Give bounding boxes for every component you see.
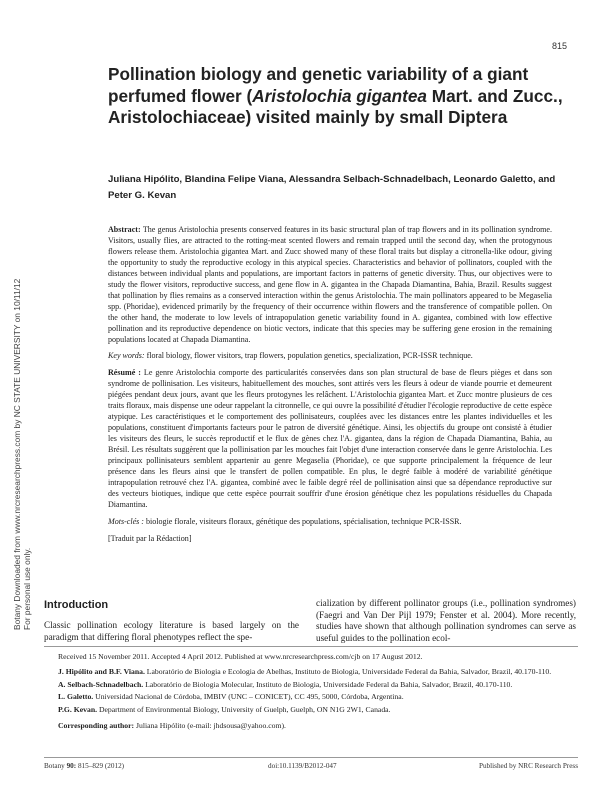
footer-divider	[44, 757, 578, 758]
resume-text: Le genre Aristolochia comporte des particularités conservées dans son plan structural de base de fleurs pièges et dans son syndrome de pollinisation. Les visiteurs, habituellement des mouches, sont attirés vers les fleurs à odeur de viande pourrie et demeurent piégées pendant deux jours, avant que les fleurs protogynes les relâchent. L'Aristolochia gigantea Mart. et Zucc montre plusieurs de ces traits floraux, mais dispense une odeur rappelant la citronnelle, ce qui ouvre la possibilité d'étudier l'écologie reproductive de cette espèce atypique. Les caractéristiques et le comportement des pollinisateurs, couplées avec les distances entre les plantes individuelles et les populations, constituent d'importants facteurs pour le patron de diversité génétique. Ainsi, les objectifs du groupe ont consisté à étudier les visiteurs des fleurs, le succès reproductif et le flux de gènes chez l'A. gigantea, dans la région de Chapada Diamantina, Bahia, au Brésil. Les résultats suggèrent que la pollinisation par les mouches fait l'objet d'une interaction conservée dans le genre Aristolochia. Les principaux pollinisateurs semblent appartenir au genre Megaselia (Phoridae), ce que supporte principalement la fréquence de leur présence dans les fleurs ainsi que le transfert de pollen compatible. En plus, le degré faible à modéré de variabilité génétique intrapopulation retrouvé chez l'A. gigantea, combiné avec le faible degré réel de pollinisation ainsi que sa dépendance reproductive sur des vecteurs biotiques, indique que cette espèce pourrait souffrir d'une érosion génétique chez les populations résiduelles du Chapada Diamantina.	[108, 368, 552, 509]
article-title	[108, 64, 578, 129]
resume-paragraph	[108, 368, 552, 510]
translation-note: [Traduit par la Rédaction]	[108, 533, 192, 543]
corresponding-label: Corresponding author:	[58, 720, 135, 730]
affiliation	[58, 667, 564, 677]
corresponding-text: Juliana Hipólito (e-mail: jhdsousa@yahoo.com).	[136, 720, 286, 730]
download-watermark	[12, 210, 32, 630]
journal-citation	[44, 762, 124, 770]
download-watermark-line1: Botany Downloaded from www.nrcresearchpress.com by NC STATE UNIVERSITY on 10/11/12	[12, 278, 22, 630]
keywords-text: floral biology, flower visitors, trap flowers, population genetics, specialization, PCR-ISSR technique.	[146, 351, 473, 361]
affiliation	[58, 692, 564, 702]
journal-name: Botany	[44, 762, 65, 770]
affiliation-text: Universidad Nacional de Córdoba, IMBIV (UNC – CONICET), CC 495, 5000, Córdoba, Argentina.	[95, 692, 404, 702]
motscles-text: biologie florale, visiteurs floraux, génétique des populations, spécialisation, technique PCR-ISSR.	[146, 516, 462, 526]
keywords-paragraph	[108, 351, 552, 362]
intro-column-right: cialization by different pollinator groups (i.e., pollination syndromes) (Faegri and Van Der Pijl 1979; Fenster et al. 2004). More recently, studies have shown that although pollination syndromes can serve as useful guides to the pollination ecol-	[316, 598, 576, 643]
abstract-text: The genus Aristolochia presents conserved features in its basic structural plan of trap flowers and in its pollination syndrome. Visitors, usually flies, are attracted to the rotting-meat scented flowers and remain trapped until the second day, when the protogynous flowers release them. Aristolochia gigantea Mart. and Zucc showed many of these floral traits but display a citronella-like odour, giving the opportunity to study the reproductive ecology in this atypical species. Characteristics and behavior of pollinators, coupled with the distances between individual plants and populations, are important factors in patterns of genetic diversity. Thus, our objectives were to study the flower visitors, reproductive success, and gene flow in A. gigantea in the Chapada Diamantina, Bahia, Brazil. Results suggest that pollination by flies remains as a conserved interaction within the genus Aristolochia. The main pollinators appeared to be Megaselia spp. (Phoridae), evidenced primarily by the frequency of their occurrence within flowers and the transference of compatible pollen. On the other hand, the moderate to low levels of intrapopulation genetic variability found in A. gigantea, combined with low effective pollination and its reproductive dependence on biotic vectors, indicate that this species may be suffering gene erosion in the remaining populations located at Chapada Diamantina.	[108, 225, 552, 344]
doi-link[interactable]: doi:10.1139/B2012-047	[268, 762, 337, 770]
title-part2: Mart. and Zucc., Aristolochiaceae) visited mainly by small Diptera	[108, 85, 563, 127]
affiliation	[58, 705, 564, 715]
abstract-paragraph	[108, 225, 552, 345]
page-number: 815	[551, 41, 567, 51]
affiliation	[58, 680, 564, 690]
motscles-label: Mots-clés :	[108, 516, 144, 526]
title-part1: Pollination biology and genetic variability of a giant perfumed flower (	[108, 64, 529, 106]
title-species: Aristolochia gigantea	[252, 85, 427, 106]
abstract-label: Abstract:	[108, 225, 141, 234]
received-dates: Received 15 November 2011. Accepted 4 April 2012. Published at www.nrcresearchpress.com/cjb on 17 August 2012.	[58, 652, 423, 661]
affiliation-names: L. Galetto.	[58, 692, 94, 702]
motscles-paragraph	[108, 517, 552, 528]
introduction-heading: Introduction	[44, 599, 109, 611]
affiliation-text: Laboratório de Biologia Molecular, Instituto de Biologia, Universidade Federal da Bahia, Salvador, Brazil, 40.170-110.	[145, 679, 513, 689]
resume-label: Résumé :	[108, 368, 141, 378]
article-footnote-box	[44, 646, 578, 759]
author-list: Juliana Hipólito, Blandina Felipe Viana, Alessandra Selbach-Schnadelbach, Leonardo Galetto, and Peter G. Kevan	[108, 174, 556, 201]
download-watermark-line2: For personal use only.	[22, 547, 32, 630]
affiliation-names: P.G. Kevan.	[58, 705, 98, 715]
corresponding-author	[58, 721, 564, 731]
affiliation-names: J. Hipólito and B.F. Viana.	[58, 666, 145, 676]
intro-column-left: Classic pollination ecology literature is based largely on the paradigm that differing floral phenotypes reflect the spe-	[44, 620, 299, 642]
affiliation-text: Department of Environmental Biology, University of Guelph, Guelph, ON N1G 2W1, Canada.	[98, 705, 391, 715]
keywords-label: Key words:	[108, 351, 145, 361]
abstract-section	[108, 225, 552, 551]
publisher-credit: Published by NRC Research Press	[478, 762, 578, 770]
affiliation-names: A. Selbach-Schnadelbach.	[58, 679, 144, 689]
affiliation-text: Laboratório de Biologia e Ecologia de Abelhas, Instituto de Biologia, Universidade Federal da Bahia, Salvador, Brazil, 40.170-110.	[146, 666, 552, 676]
journal-volume: 90:	[66, 762, 77, 770]
journal-pages: 815–829 (2012)	[77, 762, 125, 770]
